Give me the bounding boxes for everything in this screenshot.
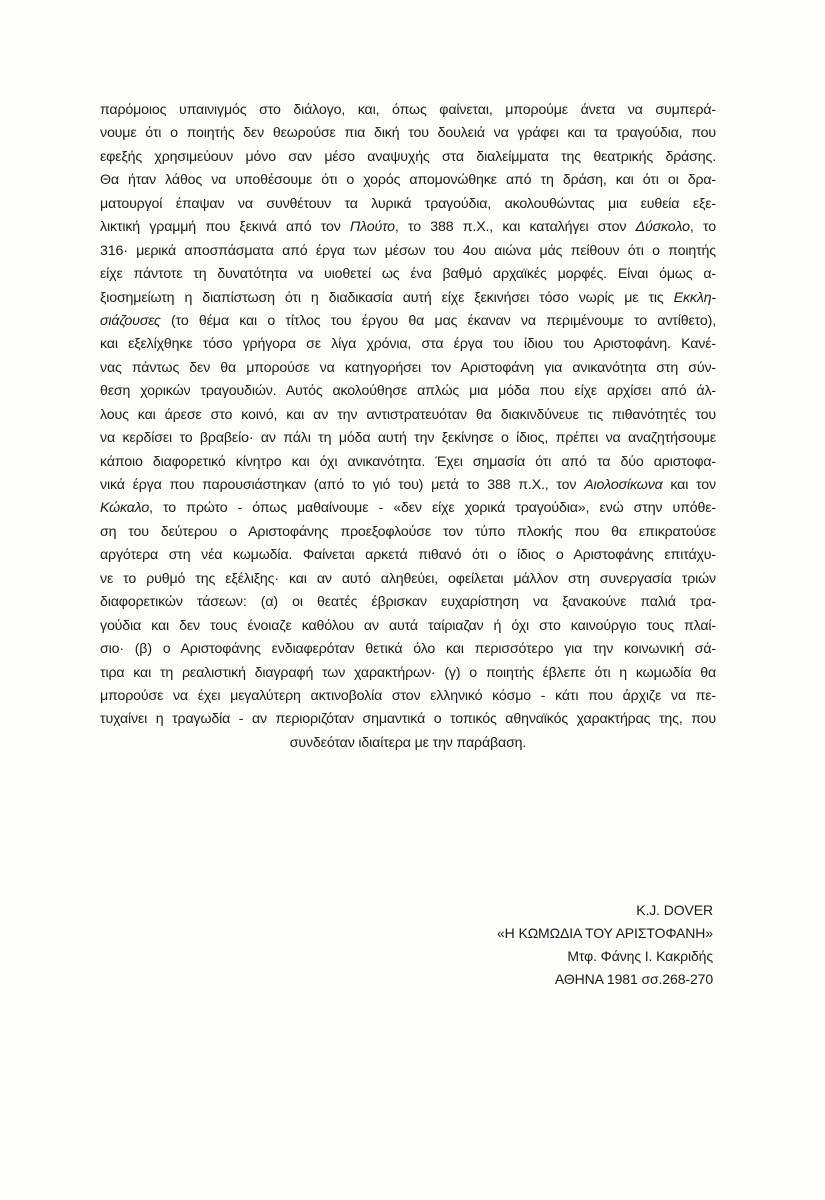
text-segment: , το πρώτο - όπως μαθαίνουμε - «δεν είχε χορικά τραγούδια», ενώ στην υπόθε- [149,500,716,517]
text-line [100,169,716,192]
text-segment: τιρα και τη ρεαλιστική διαγραφή των χαρακτήρων· (γ) ο ποιητής έβλεπε ότι η κωμωδία θα [100,664,716,681]
text-segment: νε το ρυθμό της εξέλιξης· και αν αυτό αληθεύει, οφείλεται μάλλον στη συνεργασία τριών [100,570,716,587]
text-line [100,122,716,145]
text-segment: νικά έργα που παρουσιάστηκαν (από το γιό του) μετά το 388 π.Χ., τον [100,477,585,493]
text-segment: εφεξής χρησιμεύουν μόνο σαν μέσο αναψυχής στα διαλείμματα της θεατρικής δράσης. [100,148,716,165]
text-segment: νας πάντως δεν θα μπορούσε να κατηγορήσει τον Αριστοφάνη για ανικανότητα στη σύν- [100,359,716,376]
text-line [100,427,716,450]
text-segment: , το 388 π.Χ., και καταλήγει στον [394,219,636,236]
text-line [100,474,716,497]
text-segment: τυχαίνει η τραγωδία - αν περιοριζόταν σημαντικά ο τοπικός αθηναϊκός χαρακτήρας της, που [100,711,716,728]
text-line [100,193,716,216]
citation-author: K.J. DOVER [636,902,713,918]
text-segment: και εξελίχθηκε τόσο γρήγορα σε λίγα χρόνια, στα έργα του ίδιου του Αριστοφάνη. Κανέ- [100,336,716,353]
text-segment: λους και άρεσε στο κοινό, και αν την αντιστρατευόταν θα διακινδύνευε τις πιθανότητές του [100,406,716,423]
text-line [100,732,716,755]
italic-title: σιάζουσες [100,312,161,329]
text-line [100,638,716,661]
text-line [100,333,716,356]
text-segment: ση του δεύτερου ο Αριστοφάνης προεξοφλούσε τον τύπο πλοκής που θα επικρατούσε [100,523,716,540]
citation-place-pages: ΑΘΗΝΑ 1981 σσ.268-270 [554,971,713,987]
citation-translator: Μτφ. Φάνης Ι. Κακριδής [567,948,713,964]
italic-title: Εκκλη- [673,289,716,306]
text-line [100,404,716,427]
text-segment: ματουργοί έπαψαν να συνθέτουν τα λυρικά τραγούδια, ακολουθώντας μια ευθεία εξε- [100,195,716,212]
text-segment: ξιοσημείωτη η διαπίστωση ότι η διαδικασία αυτή είχε ξεκινήσει τόσο νωρίς με τις [100,289,674,306]
text-segment: Θα ήταν λάθος να υποθέσουμε ότι ο χορός απομονώθηκε από τη δράση, και ότι οι δρα- [100,172,716,189]
citation-book-title: «Η ΚΩΜΩΔΙΑ ΤΟΥ ΑΡΙΣΤΟΦΑΝΗ» [496,925,713,941]
text-line [100,146,716,169]
text-line [100,497,716,520]
text-segment: , το [689,219,717,236]
text-segment: μπορούσε να έχει μεγαλύτερη ακτινοβολία στον ελληνικό κόσμο - κάτι που άρχιζε να πε- [100,687,716,704]
text-line [100,263,716,286]
text-line [100,451,716,474]
text-segment: 316· μερικά αποσπάσματα από έργα των μέσων του 4ου αιώνα μάς πείθουν ότι ο ποιητής [100,242,716,259]
text-segment: παρόμοιος υπαινιγμός στο διάλογο, και, όπως φαίνεται, μπορούμε άνετα να συμπερά- [100,102,716,118]
text-segment: γούδια και δεν τους ένοιαζε καθόλου αν αυτά ταίριαζαν ή όχι στο καινούργιο τους πλαί- [100,617,716,634]
citation-block [497,899,713,991]
text-line [100,568,716,591]
text-segment: σιο· (β) ο Αριστοφάνης ενδιαφερόταν θετικά όλο και περισσότερο για την κοινωνική σά- [100,641,716,658]
text-segment: και τον [662,477,716,493]
text-line [100,521,716,544]
text-line [100,708,716,731]
text-line [100,99,716,122]
text-line [100,240,716,263]
text-segment: αργότερα στη νέα κωμωδία. Φαίνεται αρκετά πιθανό ότι ο ίδιος ο Αριστοφάνης επιτάχυ- [100,547,716,564]
body-paragraph [100,99,716,755]
text-line [100,357,716,380]
text-segment: νουμε ότι ο ποιητής δεν θεωρούσε πια δική του δουλειά να γράφει και τα τραγούδια, που [100,125,716,142]
text-line [100,591,716,614]
text-segment: θεση χορικών τραγουδιών. Αυτός ακολούθησε απλώς μια μόδα που είχε αρχίσει από άλ- [100,383,716,400]
italic-title: Πλούτο [350,219,395,236]
text-line [100,685,716,708]
text-line [100,544,716,567]
text-segment: (το θέμα και ο τίτλος του έργου θα μας έκαναν να περιμένουμε το αντίθετο), [160,312,716,329]
italic-title: Αιολοσίκωνα [584,477,663,493]
text-line [100,287,716,310]
text-segment: είχε πάντοτε τη δυνατότητα να υιοθετεί ως ένα βαθμό αρχαϊκές μορφές. Είναι όμως α- [100,266,716,283]
text-line [100,662,716,685]
italic-title: Δύσκολο [635,219,690,236]
text-line [100,310,716,333]
text-segment: διαφορετικών τάσεων: (α) οι θεατές έβρισκαν ευχαρίστηση να ξανακούνε παλιά τρα- [100,594,716,611]
italic-title: Κώκαλο [100,500,150,517]
text-segment: να κερδίσει το βραβείο· αν πάλι τη μόδα αυτή την ξεκίνησε ο ίδιος, πρέπει να αναζητήσουμε [100,430,716,447]
text-segment: συνδεόταν ιδιαίτερα με την παράβαση. [289,734,527,751]
text-segment: λικτική γραμμή που ξεκινά από τον [100,219,351,236]
text-line [100,216,716,239]
text-line [100,615,716,638]
text-line [100,380,716,403]
text-segment: κάποιο διαφορετικό κίνητρο και όχι ανικανότητα. Έχει σημασία ότι από τα δύο αριστοφα- [100,453,716,470]
